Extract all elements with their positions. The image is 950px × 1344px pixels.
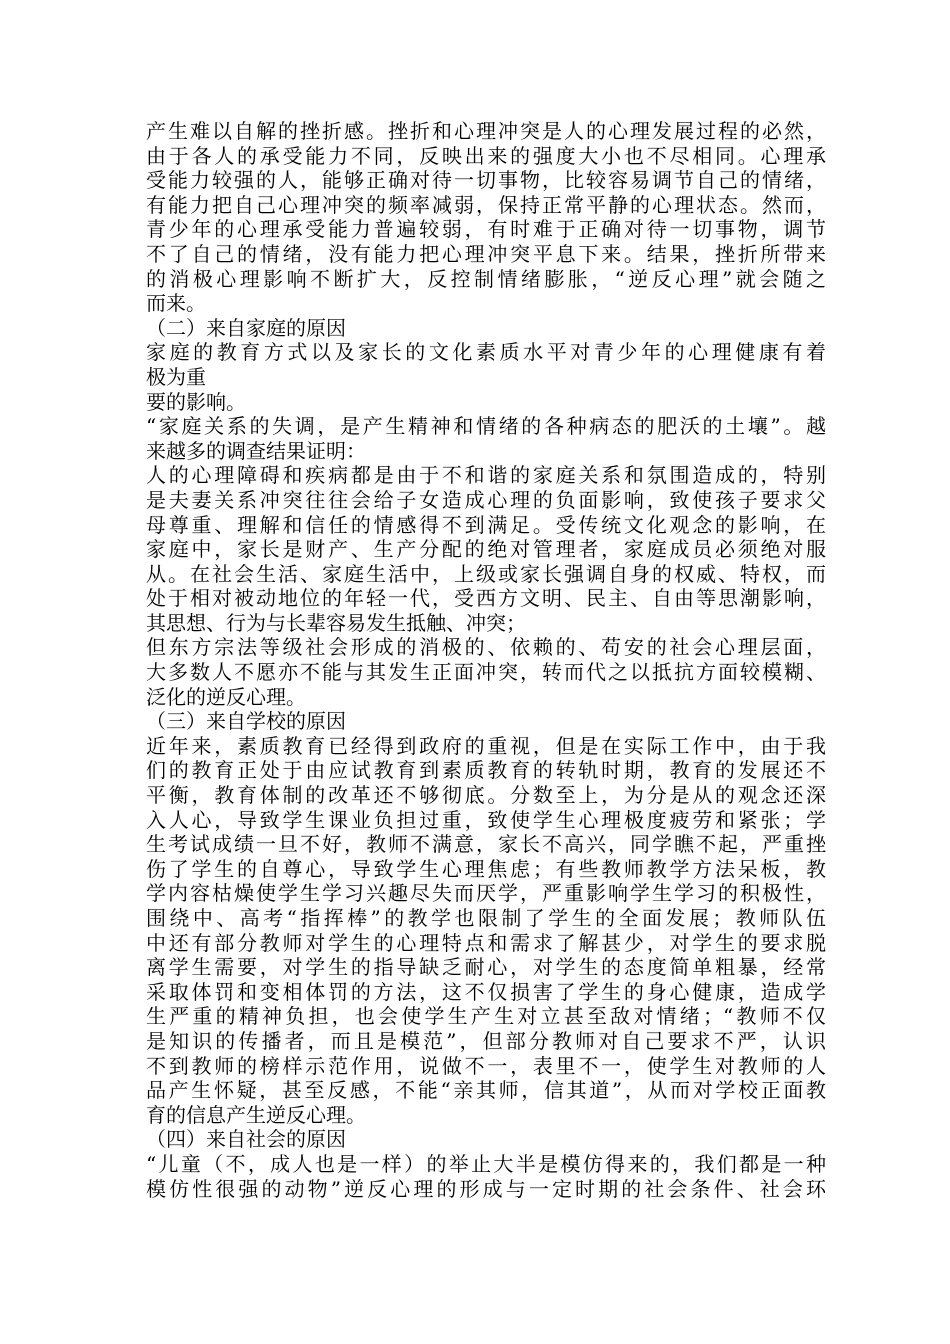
text-line: 大多数人不愿亦不能与其发生正面冲突，转而代之以抵抗方面较模糊、 (146, 660, 826, 685)
text-line: 但东方宗法等级社会形成的消极的、依赖的、苟安的社会心理层面， (146, 635, 826, 660)
text-line: 极为重 (146, 364, 206, 389)
text-line: 其思想、行为与长辈容易发生抵触、冲突； (146, 610, 526, 635)
text-line: 学内容枯燥使学生学习兴趣尽失而厌学，严重影响学生学习的积极性， (146, 881, 826, 906)
text-line: 受能力较强的人，能够正确对待一切事物，比较容易调节自己的情绪， (146, 168, 826, 193)
text-line: 泛化的逆反心理。 (146, 684, 306, 709)
text-line: 模仿性很强的动物”逆反心理的形成与一定时期的社会条件、社会环 (146, 1176, 826, 1201)
text-line: 品产生怀疑，甚至反感，不能“亲其师，信其道”，从而对学校正面教 (146, 1078, 826, 1103)
text-line: 采取体罚和变相体罚的方法，这不仅损害了学生的身心健康，造成学 (146, 979, 826, 1004)
text-line: 而来。 (146, 291, 206, 316)
text-line: “家庭关系的失调，是产生精神和情绪的各种病态的肥沃的土壤”。越 (146, 414, 826, 439)
text-line: 平衡，教育体制的改革还不够彻底。分数至上，为分是从的观念还深 (146, 783, 826, 808)
text-line: 是夫妻关系冲突往往会给子女造成心理的负面影响，致使孩子要求父 (146, 487, 826, 512)
text-line: （二）来自家庭的原因 (146, 315, 346, 340)
text-line: 家庭的教育方式以及家长的文化素质水平对青少年的心理健康有着 (146, 340, 826, 365)
text-line: 人的心理障碍和疾病都是由于不和谐的家庭关系和氛围造成的，特别 (146, 463, 826, 488)
text-line: （三）来自学校的原因 (146, 709, 346, 734)
text-line: 入人心，导致学生课业负担过重，致使学生心理极度疲劳和紧张；学 (146, 807, 826, 832)
text-line: 离学生需要，对学生的指导缺乏耐心，对学生的态度简单粗暴，经常 (146, 955, 826, 980)
text-line: 不到教师的榜样示范作用，说做不一，表里不一，使学生对教师的人 (146, 1053, 826, 1078)
text-line: 有能力把自己心理冲突的频率减弱，保持正常平静的心理状态。然而， (146, 192, 826, 217)
text-line: 近年来，素质教育已经得到政府的重视，但是在实际工作中，由于我 (146, 733, 826, 758)
text-line: 生考试成绩一旦不好，教师不满意，家长不高兴，同学瞧不起，严重挫 (146, 832, 826, 857)
text-line: 伤了学生的自尊心，导致学生心理焦虑；有些教师教学方法呆板，教 (146, 856, 826, 881)
text-line: 的消极心理影响不断扩大，反控制情绪膨胀，“逆反心理”就会随之 (146, 266, 826, 291)
document-body (146, 119, 826, 1201)
text-line: 来越多的调查结果证明： (146, 438, 366, 463)
text-line: 中还有部分教师对学生的心理特点和需求了解甚少，对学生的要求脱 (146, 930, 826, 955)
text-line: 们的教育正处于由应试教育到素质教育的转轨时期，教育的发展还不 (146, 758, 826, 783)
text-line: 处于相对被动地位的年轻一代，受西方文明、民主、自由等思潮影响， (146, 586, 826, 611)
text-line: 不了自己的情绪，没有能力把心理冲突平息下来。结果，挫折所带来 (146, 241, 826, 266)
text-line: 从。在社会生活、家庭生活中，上级或家长强调自身的权威、特权，而 (146, 561, 826, 586)
text-line: 围绕中、高考“指挥棒”的教学也限制了学生的全面发展；教师队伍 (146, 906, 826, 930)
text-line: 由于各人的承受能力不同，反映出来的强度大小也不尽相同。心理承 (146, 143, 826, 168)
text-line: 要的影响。 (146, 389, 246, 414)
text-line: 是知识的传播者，而且是模范”，但部分教师对自己要求不严，认识 (146, 1028, 826, 1053)
text-line: 家庭中，家长是财产、生产分配的绝对管理者，家庭成员必须绝对服 (146, 537, 826, 562)
text-line: 育的信息产生逆反心理。 (146, 1102, 366, 1127)
text-line: （四）来自社会的原因 (146, 1127, 346, 1152)
text-line: “儿童（不，成人也是一样）的举止大半是模仿得来的，我们都是一种 (146, 1151, 826, 1176)
text-line: 母尊重、理解和信任的情感得不到满足。受传统文化观念的影响，在 (146, 512, 826, 537)
text-line: 产生难以自解的挫折感。挫折和心理冲突是人的心理发展过程的必然， (146, 119, 826, 143)
text-line: 青少年的心理承受能力普遍较弱，有时难于正确对待一切事物，调节 (146, 217, 826, 242)
text-line: 生严重的精神负担，也会使学生产生对立甚至敌对情绪；“教师不仅 (146, 1004, 826, 1029)
